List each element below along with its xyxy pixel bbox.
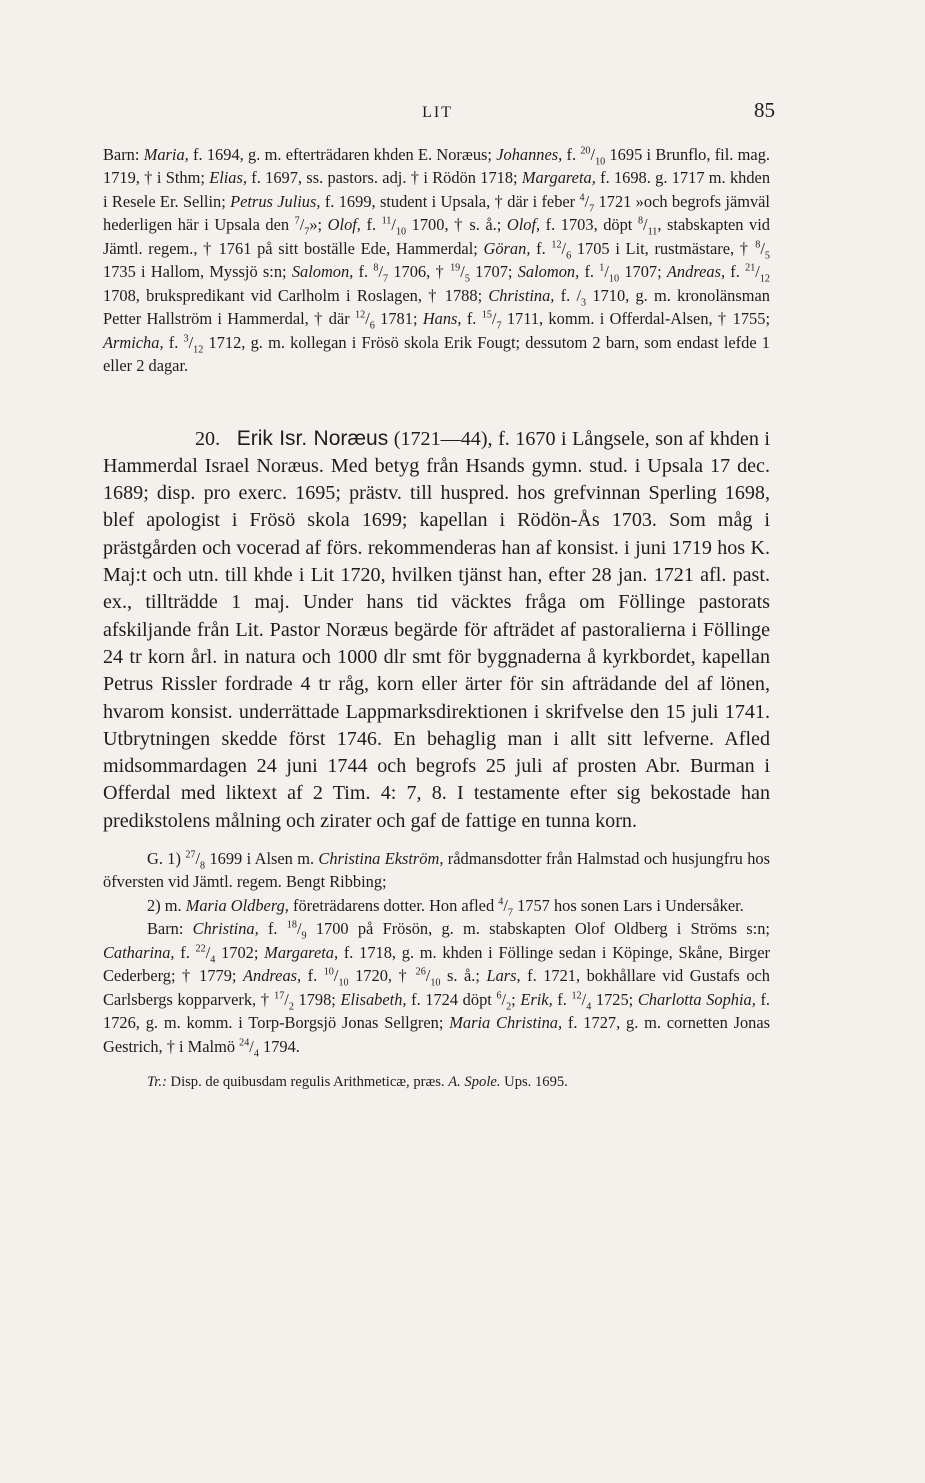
date-day: 10 xyxy=(323,966,334,978)
italic-name: Salomon, xyxy=(291,262,354,282)
italic-name: Petrus Julius, xyxy=(230,191,321,211)
date-day: 17 xyxy=(274,990,285,1002)
date-day: 19 xyxy=(450,262,461,274)
date-month: 5 xyxy=(764,250,770,262)
italic-name: Andreas, xyxy=(243,966,302,986)
date-day: 1 xyxy=(599,262,605,274)
date-day: 26 xyxy=(415,966,426,978)
italic-name: Hans, xyxy=(422,309,462,329)
date-month: 7 xyxy=(304,226,310,238)
date-month: 4 xyxy=(210,954,216,966)
children-paragraph-2: Barn: Christina, f. $^{18}/_9$ 1700 på Frösön, g. m. stabskapten Olof Oldberg i Ströms s:n; Catharina, f. $^{22}/_4$ 1702; Margareta, f. 1718, g. m. khden i Föllinge sedan i Köpinge, Skåne, Birger Cederberg; † 1779; Andreas, f. $^{10}/_{10}$ 1720, † $^{26}/_{10}$ s. å.; Lars, f. 1721, bokhållare vid Gustafs och Carlsbergs kopparverk, † $^{17}/_2$ 1798; Elisabeth, f. 1724 döpt $^6/_2$; Erik, f. $^{12}/_4$ 1725; Charlotta Sophia, f. 1726, g. m. komm. i Torp-Borgsjö Jonas Sellgren; Maria Christina, f. 1727, g. m. cornetten Jonas Gestrich, † i Malmö $^{24}/_4$ 1794. xyxy=(103,919,771,1059)
date-day: 4 xyxy=(498,896,504,908)
date-day: 8 xyxy=(755,239,761,251)
italic-name: Elias, xyxy=(209,168,247,188)
date-month: 5 xyxy=(464,273,470,285)
marriage-2: 2) m. Maria Oldberg, företrädarens dotter. Hon afled $^4/_7$ 1757 hos sonen Lars i Undersåker. xyxy=(147,895,744,919)
entry-name: Erik Isr. Noræus xyxy=(236,426,389,450)
date-day: 27 xyxy=(185,849,196,861)
italic-name: Tr.: xyxy=(147,1074,167,1091)
running-title: LIT xyxy=(422,104,453,121)
italic-name: Maria, xyxy=(143,145,189,164)
date-day: 12 xyxy=(571,990,582,1002)
italic-name: Charlotta Sophia, xyxy=(637,989,756,1009)
date-month: 8 xyxy=(200,860,206,872)
entry-paragraph xyxy=(103,425,770,835)
italic-name: Erik, xyxy=(520,989,553,1009)
date-day: 18 xyxy=(286,919,297,931)
date-month: 10 xyxy=(608,273,620,285)
date-day: 20 xyxy=(580,145,591,157)
date-month: 6 xyxy=(566,250,572,262)
italic-name: Margareta, xyxy=(521,168,596,188)
date-month: 4 xyxy=(586,1000,592,1012)
page-body xyxy=(103,143,770,1107)
italic-name: Lars, xyxy=(486,966,521,986)
italic-name: Salomon, xyxy=(517,262,580,282)
date-day: 24 xyxy=(239,1037,250,1049)
date-day: 12 xyxy=(355,309,366,321)
family-section xyxy=(103,847,770,1058)
date-day: 3 xyxy=(183,333,189,345)
italic-name: Maria Christina, xyxy=(449,1013,563,1033)
italic-name: Margareta, xyxy=(264,942,339,962)
italic-name: Olof, xyxy=(506,215,541,235)
date-day: 4 xyxy=(579,192,585,204)
date-month: 12 xyxy=(193,343,204,355)
italic-name: Christina Ekström, xyxy=(318,848,444,868)
date-month: 10 xyxy=(430,977,441,989)
italic-name: A. Spole. xyxy=(448,1074,501,1091)
date-day: 15 xyxy=(481,309,492,321)
date-day: 11 xyxy=(381,215,392,227)
date-month: 10 xyxy=(395,226,407,238)
entry-tenure: (1721—44), xyxy=(393,427,493,450)
date-day: 8 xyxy=(373,262,379,274)
date-day: 12 xyxy=(551,239,562,251)
date-month: 11 xyxy=(647,226,658,238)
date-month: 7 xyxy=(507,907,513,919)
date-day: 7 xyxy=(294,215,300,227)
page-number: 85 xyxy=(754,98,775,122)
italic-name: Johannes, xyxy=(496,145,563,164)
italic-name: Armicha, xyxy=(103,332,164,352)
marriage-1: G. 1) $^{27}/_8$ 1699 i Alsen m. Christina Ekström, rådmansdotter från Halmstad och husjungfru hos öfversten vid Jämtl. regem. Bengt Ribbing; xyxy=(103,848,770,892)
date-day: 22 xyxy=(195,943,206,955)
date-month: 6 xyxy=(369,320,375,332)
page-header xyxy=(100,98,775,128)
italic-name: Christina, xyxy=(488,285,555,305)
date-month: 7 xyxy=(589,203,595,215)
date-day: 8 xyxy=(637,215,644,227)
date-month: 2 xyxy=(506,1000,512,1012)
children-paragraph: Barn: Maria, f. 1694, g. m. efterträdaren khden E. Noræus; Johannes, f. $^{20}/_{10}$ 1695 i Brunflo, fil. mag. 1719, † i Sthm; Elias, f. 1697, ss. pastors. adj. † i Rödön 1718; Margareta, f. 1698. g. 1717 m. khden i Resele Er. Sellin; Petrus Julius, f. 1699, student i Upsala, † där i feber $^4/_7$ 1721 »och begrofs jämväl hederligen här i Upsala den $^7/_7$»; Olof, f. $^{11}/_{10}$ 1700, † s. å.; Olof, f. 1703, döpt $^8/_{11}$, stabskapten vid Jämtl. regem., † 1761 på sitt boställe Ede, Hammerdal; Göran, f. $^{12}/_6$ 1705 i Lit, rustmästare, † $^8/_5$ 1735 i Hallom, Myssjö s:n; Salomon, f. $^8/_7$ 1706, † $^{19}/_5$ 1707; Salomon, f. $^1/_{10}$ 1707; Andreas, f. $^{21}/_{12}$ 1708, brukspredikant vid Carlholm i Roslagen, † 1788; Christina, f. $/_3$ 1710, g. m. kronolänsman Petter Hallström i Hammerdal, † där $^{12}/_6$ 1781; Hans, f. $^{15}/_7$ 1711, komm. i Offerdal-Alsen, † 1755; Armicha, f. $^3/_{12}$ 1712, g. m. kollegan i Frösö skola Erik Fougt; dessutom 2 barn, som endast lefde 1 eller 2 dagar. xyxy=(103,145,771,376)
biography-entry xyxy=(103,425,770,835)
date-month: 10 xyxy=(338,977,349,989)
italic-name: Andreas, xyxy=(666,262,726,282)
date-day: 21 xyxy=(745,262,756,274)
children-section-1 xyxy=(103,143,770,378)
date-month: 10 xyxy=(595,156,606,168)
italic-name: Göran, xyxy=(483,238,531,258)
entry-text: f. 1670 i Långsele, son af khden i Hammerdal Israel Noræus. Med betyg från Hsands gymn. stud. i Upsala 17 dec. 1689; disp. pro exerc. 1695; prästv. till huspred. hos grefvinnan Sperling 1698, blef apologist i Frösö skola 1699; kapellan i Rödön-Ås 1703. Som måg i prästgården och vocerad af förs. rekommenderas han af konsist. i juni 1719 hos K. Maj:t och utn. till khde i Lit 1720, hvilken tjänst han, efter 28 jan. 1721 afl. past. ex., tillträdde 1 maj. Under hans tid väcktes fråga om Föllinge pastorats afskiljande från Lit. Pastor Noræus begärde för afträdet af pastoralierna i Föllinge 24 tr korn årl. in natura och 1000 dlr smt för byggnaderna å kyrkbordet, kapellan Petrus Rissler fordrade 4 tr råg, korn eller ärter för sin afträdande del af lönen, hvarom konsist. underrättade Lappmarksdirektionen i skrifvelse den 15 juli 1741. Utbrytningen skedde först 1746. En behaglig man i allt sitt lefverne. Afled midsommardagen 24 juni 1744 och begrofs 25 juli af prosten Abr. Burman i Offerdal med liktext af 2 Tim. 4: 7, 8. I testamente efter sig bekostade han predikstolens målning och zirater och gaf de fattige en tunna korn. xyxy=(103,427,770,832)
date-month: 12 xyxy=(759,273,770,285)
date-month: 2 xyxy=(288,1000,294,1012)
translation-note: Tr.: Disp. de quibusdam regulis Arithmeticæ, præs. A. Spole. Ups. 1695. xyxy=(147,1074,568,1091)
italic-name: Olof, xyxy=(327,215,361,235)
italic-name: Christina, xyxy=(192,919,259,939)
date-month: 7 xyxy=(383,273,389,285)
date-month: 4 xyxy=(253,1047,259,1059)
date-day: 6 xyxy=(496,990,502,1002)
italic-name: Maria Oldberg, xyxy=(185,895,289,915)
italic-name: Catharina, xyxy=(103,942,175,962)
date-month: 7 xyxy=(496,320,502,332)
italic-name: Elisabeth, xyxy=(340,989,407,1009)
date-month: 3 xyxy=(581,297,587,308)
date-month: 9 xyxy=(301,930,307,942)
entry-number: 20. xyxy=(195,427,221,450)
